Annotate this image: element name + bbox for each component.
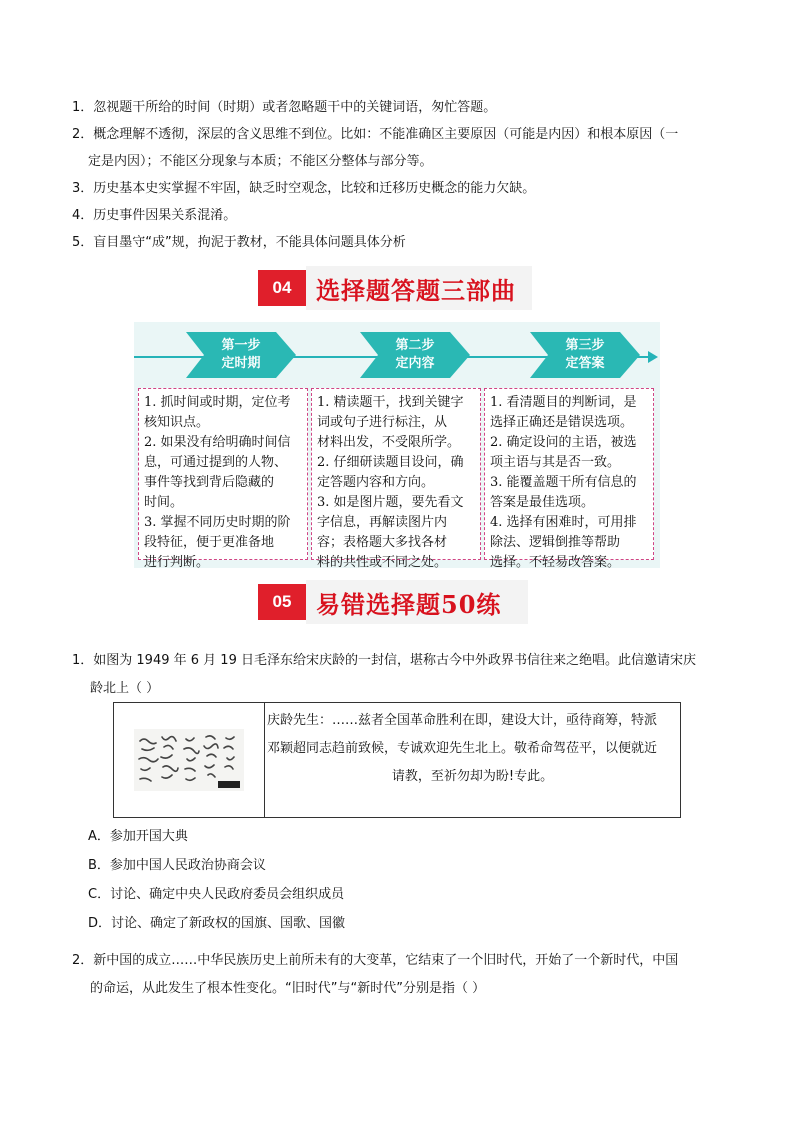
question-1 — [72, 647, 732, 703]
tip-item: 3．历史基本史实掌握不牢固，缺乏时空观念，比较和迁移历史概念的能力欠缺。 — [72, 181, 536, 196]
option-a[interactable]: A．参加开国大典 — [88, 829, 188, 844]
tip-item: 5．盲目墨守“成”规，拘泥于教材，不能具体问题具体分析 — [72, 235, 406, 250]
step-3-label: 第三步 — [565, 338, 605, 353]
tip-item: 4．历史事件因果关系混淆。 — [72, 208, 237, 223]
question-2-stem: 2．新中国的成立……中华民族历史上前所未有的大变革，它结束了一个旧时代，开始了一个新时代，中国 — [72, 953, 679, 968]
section-04-banner — [258, 266, 532, 310]
tip-item: 1．忽视题干所给的时间（时期）或者忽略题干中的关键词语，匆忙答题。 — [72, 100, 497, 115]
option-d[interactable]: D．讨论、确定了新政权的国旗、国歌、国徽 — [88, 916, 346, 931]
question-1-options — [88, 822, 345, 938]
tips-list — [72, 94, 732, 256]
option-b[interactable]: B．参加中国人民政治协商会议 — [88, 858, 266, 873]
step-3-sublabel: 定答案 — [565, 356, 605, 371]
step-1-label: 第一步 — [221, 338, 261, 353]
step-1-chevron — [186, 332, 296, 378]
step-2-box: 1. 精读题干，找到关键字 词或句子进行标注，从 材料出发，不受限所学。 2. 仔细研读题目设问，确 定答题内容和方向。 3. 如是图片题，要先看文 字信息，再解读图片内 容；表格题大多找各材 料的共性或不同之处。 — [311, 388, 481, 560]
question-1-stem-cont: 龄北上（ ） — [90, 681, 160, 696]
question-2 — [72, 947, 732, 1003]
letter-table — [113, 702, 681, 818]
step-2-chevron — [360, 332, 470, 378]
letter-line: 庆龄先生：……兹者全国革命胜利在即，建设大计，亟待商筹，特派 — [267, 713, 658, 728]
step-2-sublabel: 定内容 — [395, 356, 435, 371]
section-05-banner — [258, 580, 528, 624]
section-05-title: 易错选择题50练 — [306, 580, 528, 624]
step-3-box: 1. 看清题目的判断词，是 选择正确还是错误选项。 2. 确定设问的主语，被选 项主语与其是否一致。 3. 能覆盖题干所有信息的 答案是最佳选项。 4. 选择有困难时，可用排 除法、逻辑倒推等帮助 选择。不轻易改答案。 — [484, 388, 654, 560]
question-2-stem-cont: 的命运，从此发生了根本性变化。“旧时代”与“新时代”分别是指（ ） — [90, 981, 486, 996]
step-1-box: 1. 抓时间或时期，定位考 核知识点。 2. 如果没有给明确时间信 息，可通过提到的人物、 事件等找到背后隐藏的 时间。 3. 掌握不同历史时期的阶 段特征，便于更准备地 进行判断。 — [138, 388, 308, 560]
step-1-sublabel: 定时期 — [221, 356, 261, 371]
handwritten-letter-image — [114, 703, 265, 817]
timeline-arrow-icon — [648, 351, 658, 363]
three-steps-diagram — [134, 322, 660, 568]
tip-item: 2．概念理解不透彻，深层的含义思维不到位。比如：不能准确区主要原因（可能是内因）和根本原因（一 — [72, 127, 679, 142]
letter-line: 请教，至祈勿却为盼!专此。 — [391, 769, 554, 784]
letter-text — [265, 703, 680, 817]
step-2-label: 第二步 — [395, 338, 435, 353]
step-3-chevron — [530, 332, 640, 378]
letter-line: 邓颖超同志趋前致候，专诚欢迎先生北上。敬希命驾莅平，以便就近 — [267, 741, 658, 756]
tip-item-continued: 定是内因）；不能区分现象与本质；不能区分整体与部分等。 — [88, 154, 433, 169]
question-1-stem: 1．如图为 1949 年 6 月 19 日毛泽东给宋庆龄的一封信，堪称古今中外政界书信往来之绝唱。此信邀请宋庆 — [72, 653, 696, 668]
section-04-badge: 04 — [258, 270, 306, 306]
option-c[interactable]: C．讨论、确定中央人民政府委员会组织成员 — [88, 887, 345, 902]
section-04-title: 选择题答题三部曲 — [306, 266, 532, 310]
section-05-badge: 05 — [258, 584, 306, 620]
